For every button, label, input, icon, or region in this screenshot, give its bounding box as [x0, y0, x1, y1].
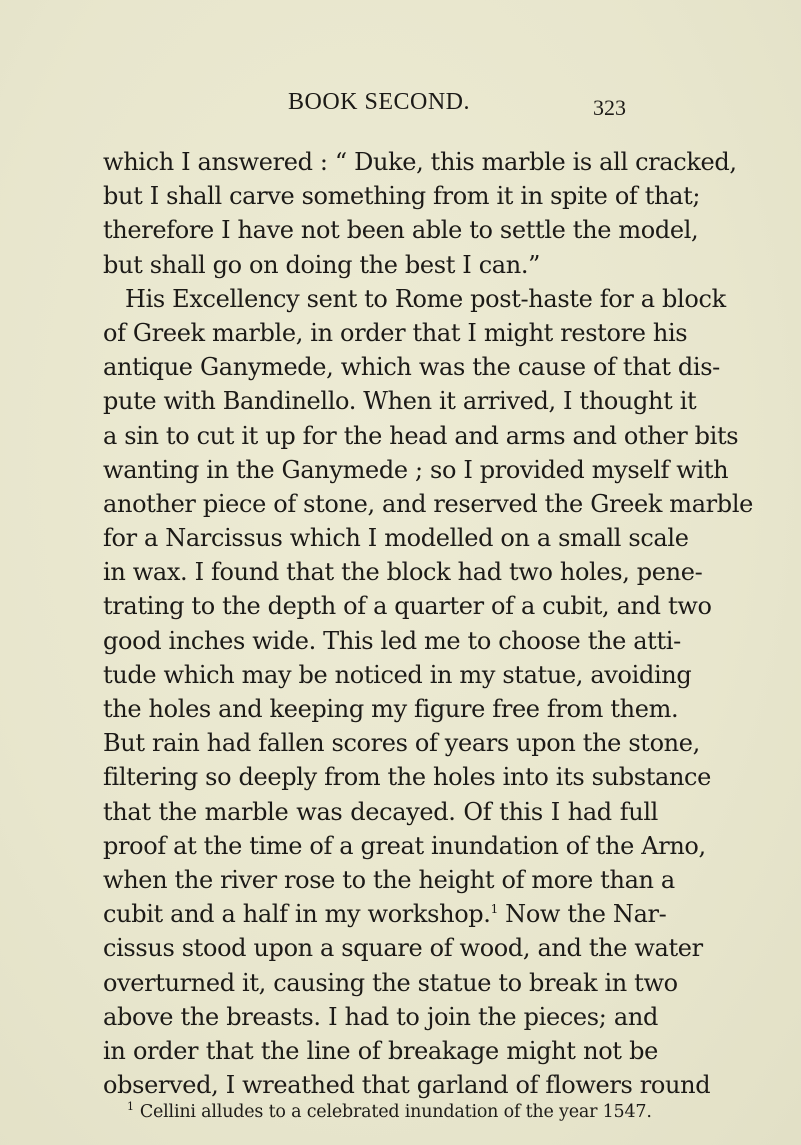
text-line: observed, I wreathed that garland of flowers round — [103, 1071, 711, 1100]
text-line: trating to the depth of a quarter of a cubit, and two — [103, 592, 712, 621]
text-line: filtering so deeply from the holes into its substance — [103, 763, 712, 792]
text-line: proof at the time of a great inundation of the Arno, — [103, 831, 706, 860]
text-line: that the marble was decayed. Of this I had full — [103, 797, 658, 826]
text-line: wanting in the Ganymede ; so I provided myself with — [103, 455, 729, 484]
text-line: which I answered : “ Duke, this marble is all cracked, — [103, 148, 737, 176]
footnote-reference: 1 — [490, 902, 498, 917]
text-line: antique Ganymede, which was the cause of that dis- — [103, 353, 720, 382]
text-line: the holes and keeping my figure free from them. — [103, 695, 679, 723]
text-segment: cubit and a half in my workshop. — [103, 900, 491, 929]
text-line: for a Narcissus which I modelled on a small scale — [103, 524, 689, 553]
text-line: therefore I have not been able to settle the model, — [103, 216, 699, 245]
footnote-text: Cellini alludes to a celebrated inundation of the year 1547. — [139, 1102, 652, 1122]
body-text — [103, 145, 753, 1102]
text-line-with-note — [103, 897, 667, 931]
text-line: in wax. I found that the block had two holes, pene- — [103, 558, 703, 587]
footnote — [127, 1100, 657, 1124]
text-line: above the breasts. I had to join the pieces; and — [103, 1002, 658, 1031]
text-segment: Now the Nar- — [497, 900, 667, 929]
text-line: another piece of stone, and reserved the Greek marble — [103, 489, 753, 518]
text-line: overturned it, causing the statue to break in two — [103, 968, 678, 997]
text-line: tude which may be noticed in my statue, avoiding — [103, 660, 692, 689]
text-line: but I shall carve something from it in spite of that; — [103, 182, 701, 211]
text-line: pute with Bandinello. When it arrived, I thought it — [103, 387, 697, 416]
text-line: cissus stood upon a square of wood, and the water — [103, 934, 703, 963]
page-number: 323 — [593, 95, 626, 120]
text-line: but shall go on doing the best I can.” — [103, 250, 541, 279]
text-line: But rain had fallen scores of years upon the stone, — [103, 729, 700, 758]
running-head: BOOK SECOND. — [288, 89, 471, 115]
text-line: good inches wide. This led me to choose the atti- — [103, 626, 681, 655]
footnote-marker: 1 — [127, 1100, 134, 1114]
text-line: a sin to cut it up for the head and arms and other bits — [103, 421, 739, 450]
text-line: of Greek marble, in order that I might restore his — [103, 318, 688, 347]
text-line: when the river rose to the height of more than a — [103, 865, 675, 894]
text-line: His Excellency sent to Rome post-haste for a block — [125, 284, 726, 313]
text-line: in order that the line of breakage might not be — [103, 1036, 658, 1065]
